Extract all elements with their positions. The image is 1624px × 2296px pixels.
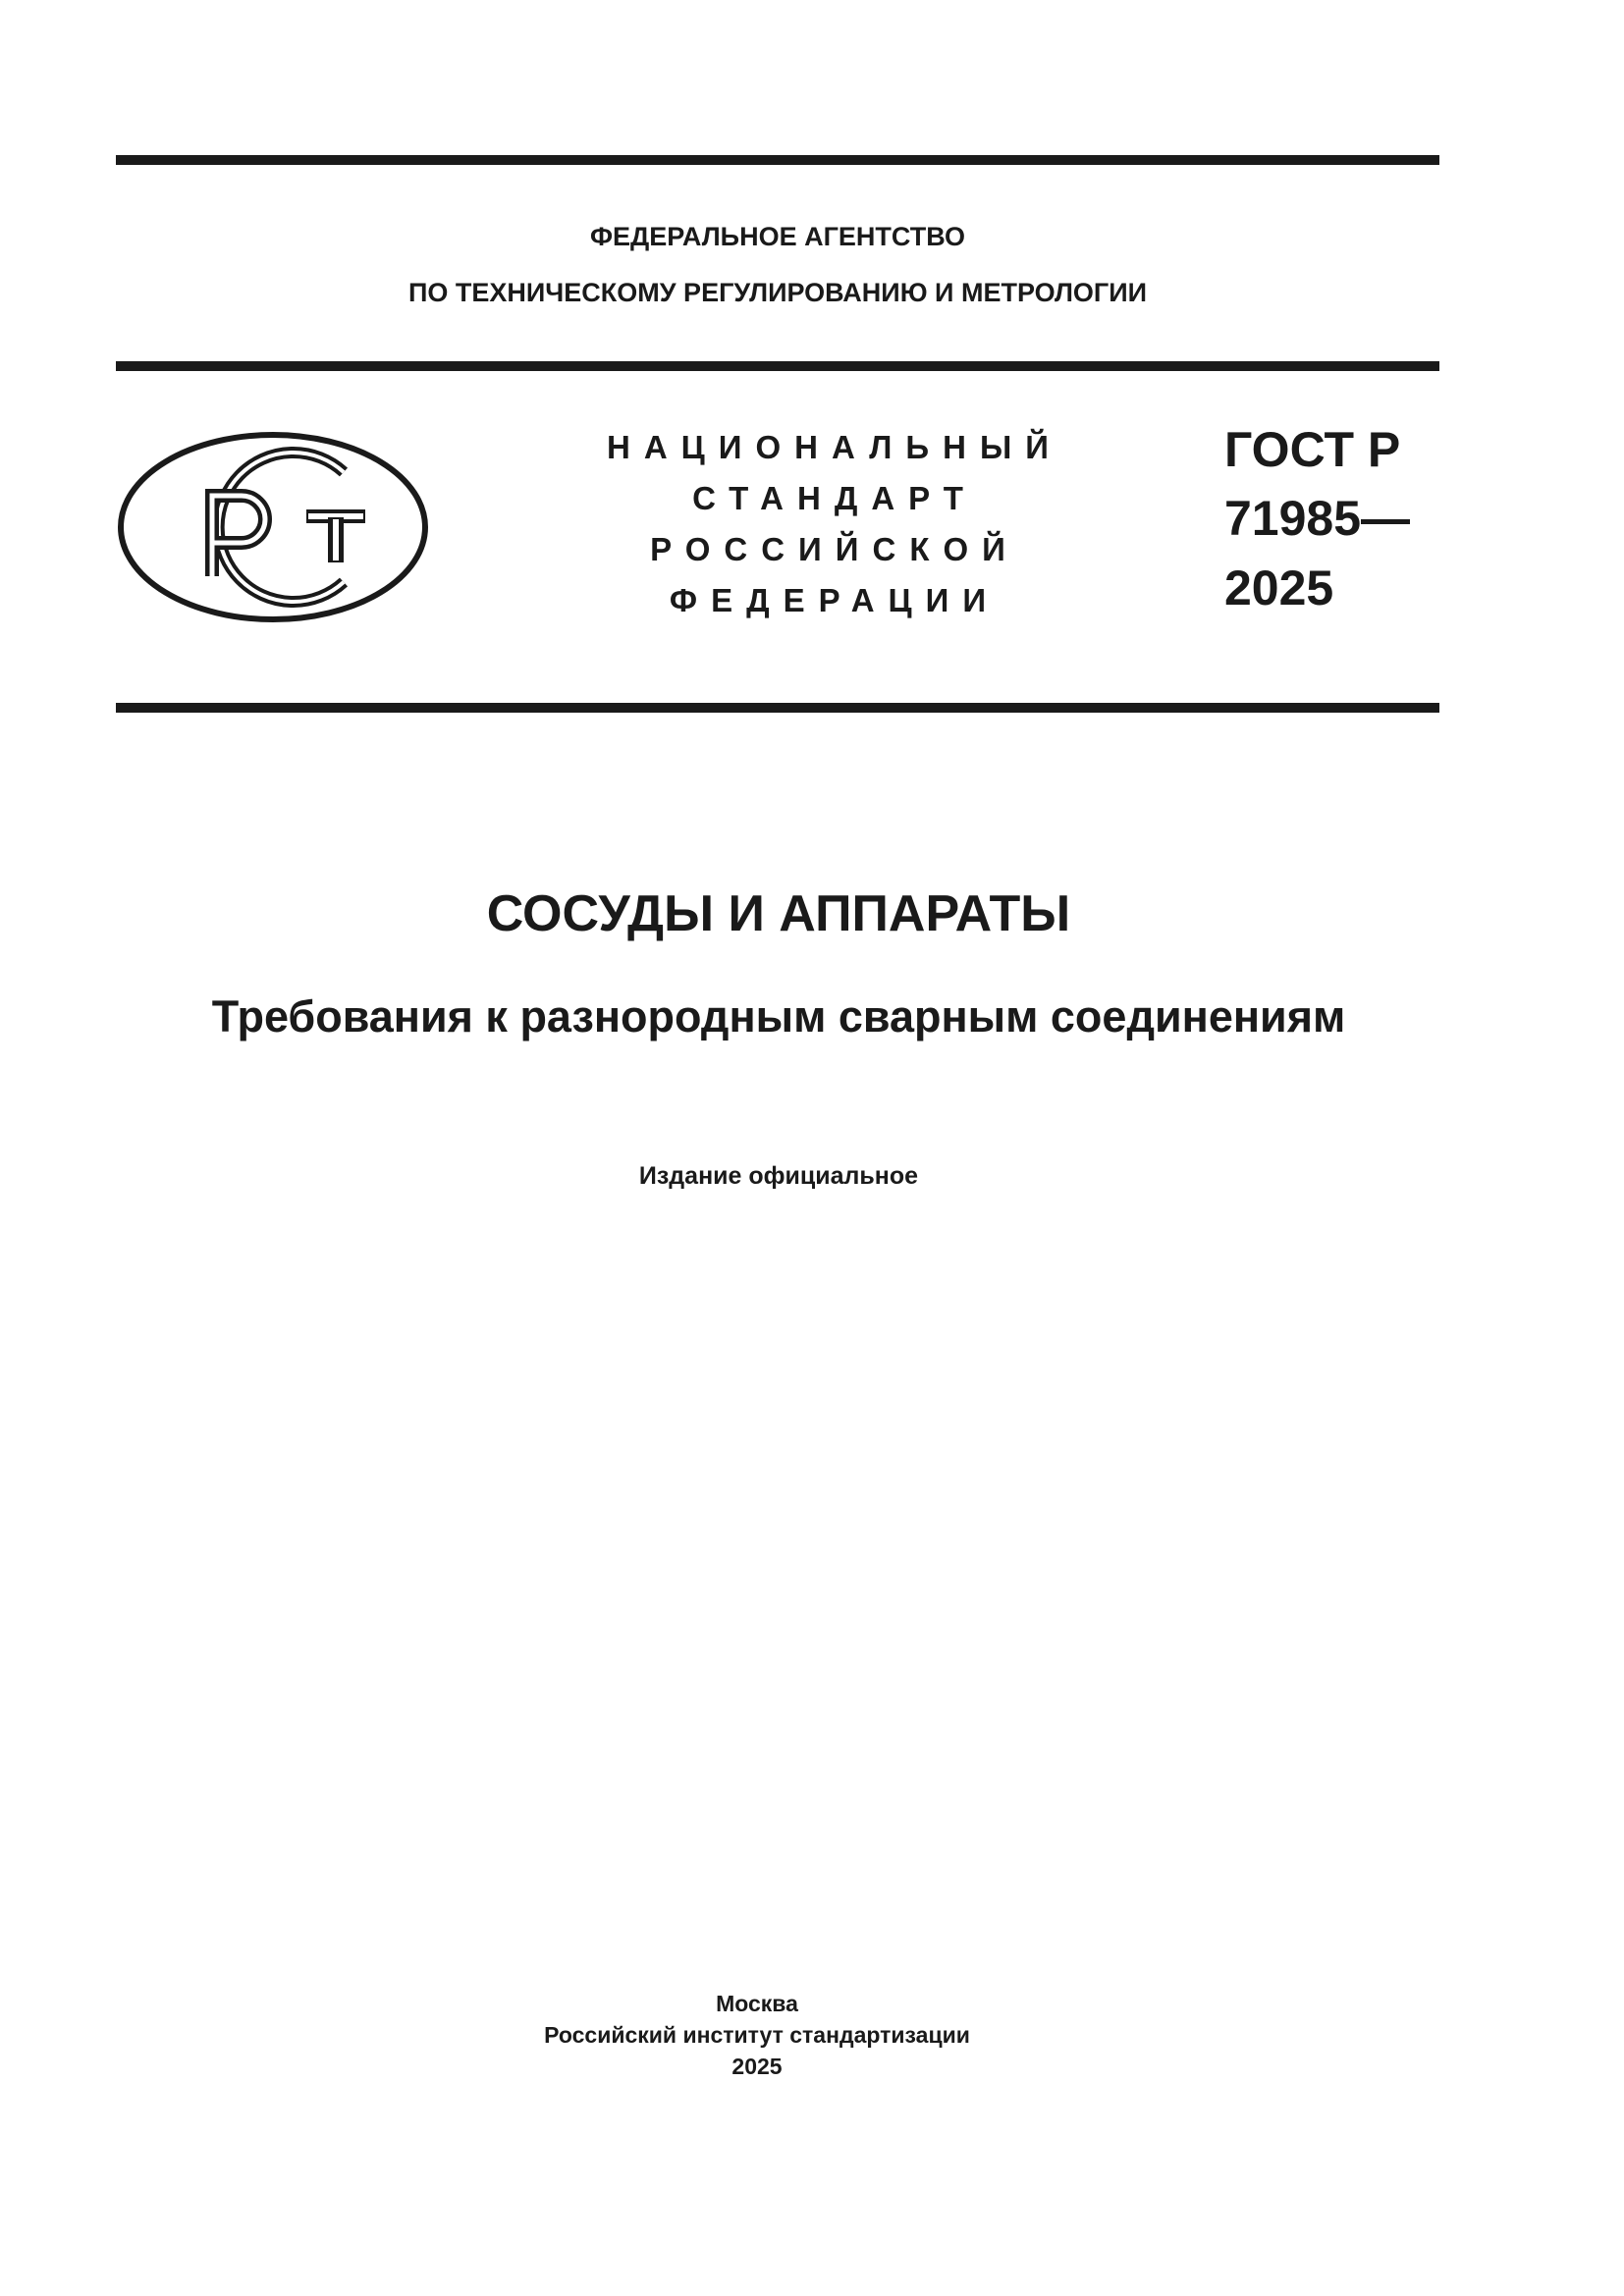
imprint-publisher: Российский институт стандартизации <box>544 2022 970 2048</box>
national-standard-line-2: СТАНДАРТ <box>692 480 977 516</box>
edition-note: Издание официальное <box>638 1162 919 1190</box>
standard-code-line-2: 71985— <box>1224 491 1411 546</box>
top-rule <box>116 155 1439 165</box>
bottom-rule <box>116 703 1439 713</box>
document-subtitle: Требования к разнородным сварным соединениям <box>211 991 1346 1041</box>
agency-name-line-1: ФЕДЕРАЛЬНОЕ АГЕНТСТВО <box>589 222 966 251</box>
standard-code-line-3: 2025 <box>1224 561 1334 615</box>
document-title: СОСУДЫ И АППАРАТЫ <box>486 885 1071 942</box>
rst-certification-mark-icon <box>116 429 430 625</box>
imprint-city: Москва <box>716 1991 798 2016</box>
imprint-year: 2025 <box>731 2054 783 2079</box>
national-standard-line-4: ФЕДЕРАЦИИ <box>669 582 1001 618</box>
national-standard-line-1: НАЦИОНАЛЬНЫЙ <box>607 429 1062 465</box>
agency-name-line-2: ПО ТЕХНИЧЕСКОМУ РЕГУЛИРОВАНИЮ И МЕТРОЛОГИИ <box>407 278 1148 307</box>
national-standard-line-3: РОССИЙСКОЙ <box>650 531 1019 567</box>
standard-code-line-1: ГОСТ Р <box>1224 422 1401 477</box>
middle-rule <box>116 361 1439 371</box>
